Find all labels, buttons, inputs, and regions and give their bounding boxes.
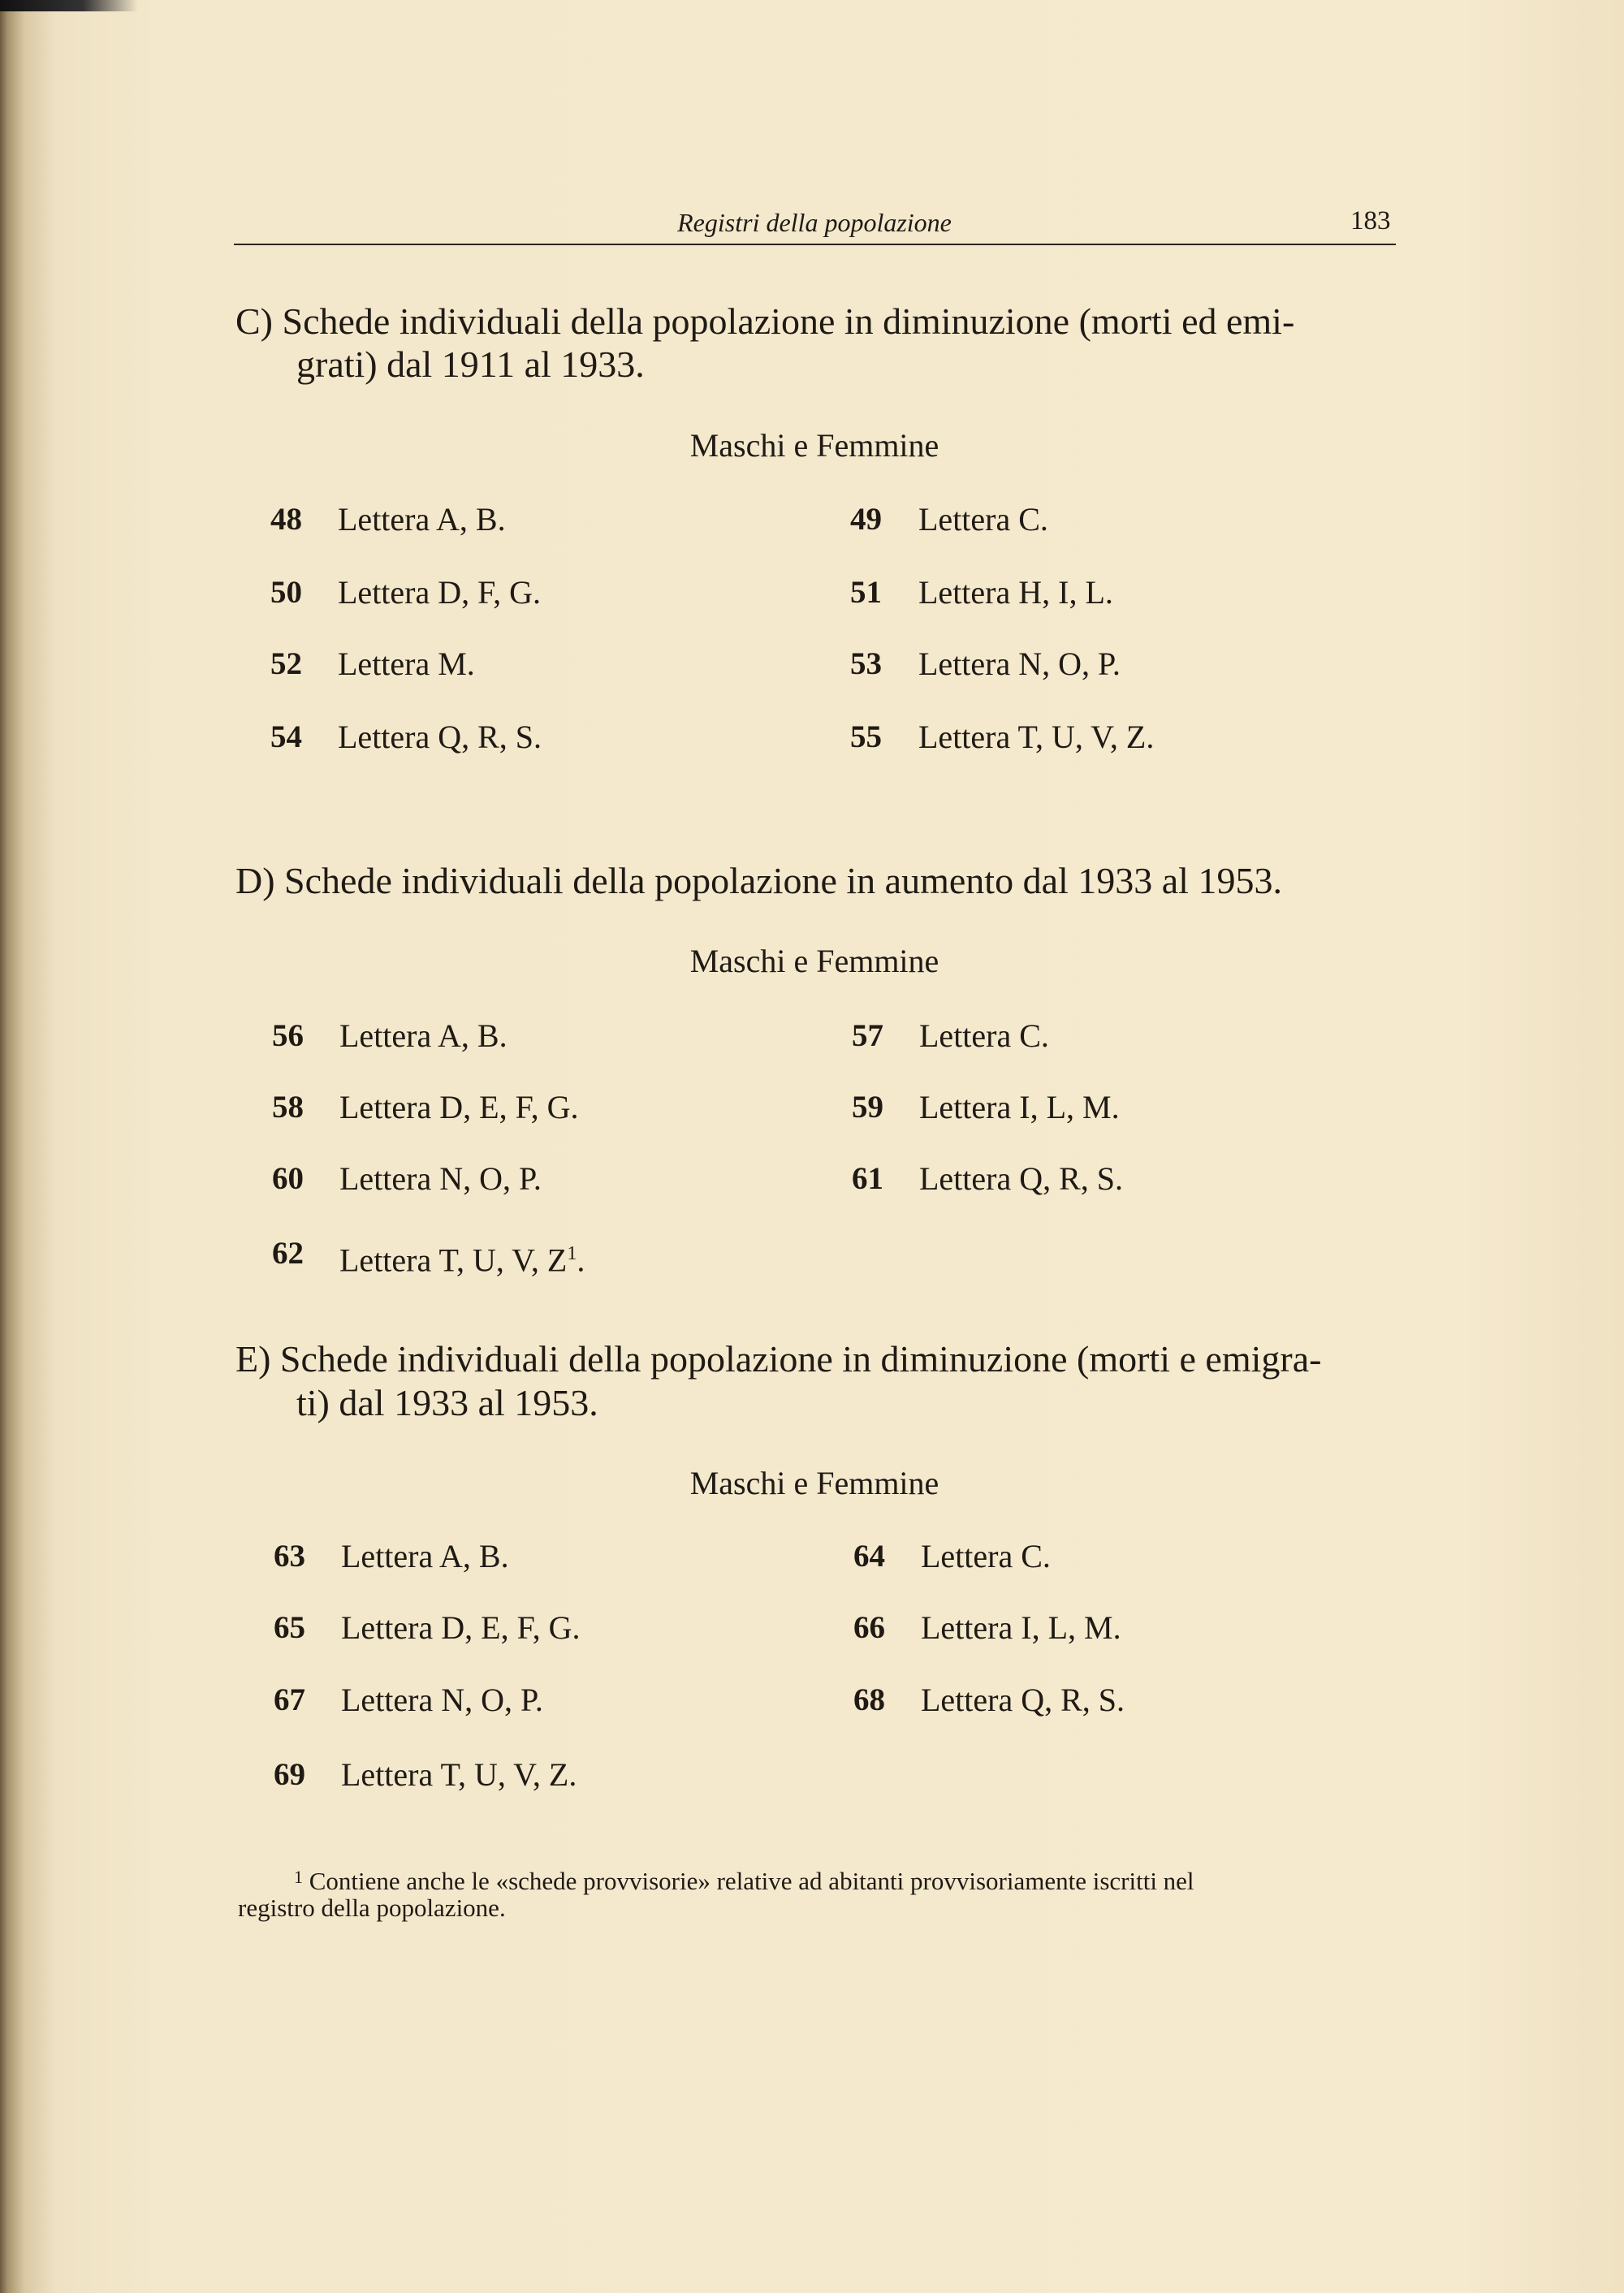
item-number: 51 [850,575,882,610]
footnote-line-2: registro della popolazione. [238,1894,506,1922]
section-subtitle: Maschi e Femmine [689,943,939,979]
section-heading-cont: ti) dal 1933 al 1953. [296,1382,598,1423]
item-number: 54 [270,719,302,754]
item-label [339,1012,508,1060]
item-label-text: Lettera A, B. [338,501,506,538]
item-label [341,1604,581,1652]
item-label [338,568,541,617]
item-label-text: Lettera C. [921,1538,1051,1574]
scan-edge [0,0,138,11]
item-number: 57 [852,1018,883,1053]
item-label-text: Lettera N, O, P. [341,1682,543,1718]
item-label [921,1676,1125,1725]
footnote-text: Contiene anche le «schede provvisorie» relative ad abitanti provvisoriamente iscritti nel [309,1867,1194,1895]
item-label-text: Lettera T, U, V, Z. [918,719,1155,755]
item-label-text: Lettera I, L, M. [921,1609,1121,1646]
item-number: 53 [850,646,882,681]
item-label [919,1012,1049,1060]
header-rule [234,244,1396,245]
item-number: 55 [850,719,882,754]
item-label [339,1229,585,1278]
item-number: 58 [272,1090,304,1125]
item-label-text: Lettera A, B. [341,1538,509,1574]
section-subtitle: Maschi e Femmine [689,1465,939,1501]
item-number: 49 [850,502,882,537]
item-number: 66 [853,1610,885,1645]
item-label [338,713,542,762]
item-label-text: Lettera T, U, V, Z [339,1242,568,1279]
item-label-text: Lettera Q, R, S. [919,1160,1124,1197]
item-label-text: Lettera T, U, V, Z. [341,1756,577,1793]
item-label-text: Lettera H, I, L. [918,574,1113,611]
item-label-text: Lettera C. [919,1017,1049,1054]
item-label-text: Lettera Q, R, S. [921,1682,1125,1718]
item-label-text: Lettera C. [918,501,1048,538]
item-label-text: Lettera I, L, M. [919,1089,1120,1125]
page-number: 183 [1350,206,1391,235]
item-label-text: Lettera Q, R, S. [338,719,542,755]
item-label-text: Lettera D, E, F, G. [339,1089,579,1125]
item-number: 59 [852,1090,883,1125]
item-label [341,1751,577,1799]
item-label-tail: . [577,1242,585,1279]
item-label-text: Lettera N, O, P. [339,1160,542,1197]
item-label [918,495,1048,544]
item-label [338,495,506,544]
section-heading: D) Schede individuali della popolazione in aumento dal 1933 al 1953. [235,860,1282,901]
section-heading-cont: grati) dal 1911 al 1933. [296,343,645,385]
item-label [918,568,1113,617]
item-label [921,1532,1051,1581]
item-label-text: Lettera A, B. [339,1017,508,1054]
item-label-text: Lettera N, O, P. [918,646,1121,682]
item-label [919,1155,1123,1203]
item-label [918,640,1121,689]
item-number: 64 [853,1539,885,1574]
section-subtitle: Maschi e Femmine [689,427,939,464]
item-number: 65 [274,1610,305,1645]
item-number: 69 [274,1757,305,1792]
item-number: 62 [272,1236,304,1271]
item-number: 61 [852,1161,883,1196]
item-number: 48 [270,502,302,537]
item-label [921,1604,1121,1652]
footnote-line-1 [294,1861,1194,1894]
item-number: 52 [270,646,302,681]
item-label [918,713,1154,762]
item-label-text: Lettera D, F, G. [338,574,542,611]
item-number: 63 [274,1539,305,1574]
item-number: 56 [272,1018,304,1053]
item-label-text: Lettera M. [338,646,475,682]
item-number: 50 [270,575,302,610]
section-heading: E) Schede individuali della popolazione in diminuzione (morti e emigra- [235,1338,1322,1380]
item-label-text: Lettera D, E, F, G. [341,1609,581,1646]
item-label [338,640,475,689]
item-number: 60 [272,1161,304,1196]
running-title: Registri della popolazione [677,208,952,237]
footnote-ref: 1 [567,1243,577,1264]
item-label [339,1155,542,1203]
section-heading: C) Schede individuali della popolazione in diminuzione (morti ed emi- [235,300,1295,342]
item-number: 68 [853,1682,885,1717]
footnote-marker: 1 [294,1867,303,1887]
item-label [341,1532,509,1581]
item-label [919,1083,1120,1132]
item-number: 67 [274,1682,305,1717]
item-label [341,1676,543,1725]
item-label [339,1083,579,1132]
